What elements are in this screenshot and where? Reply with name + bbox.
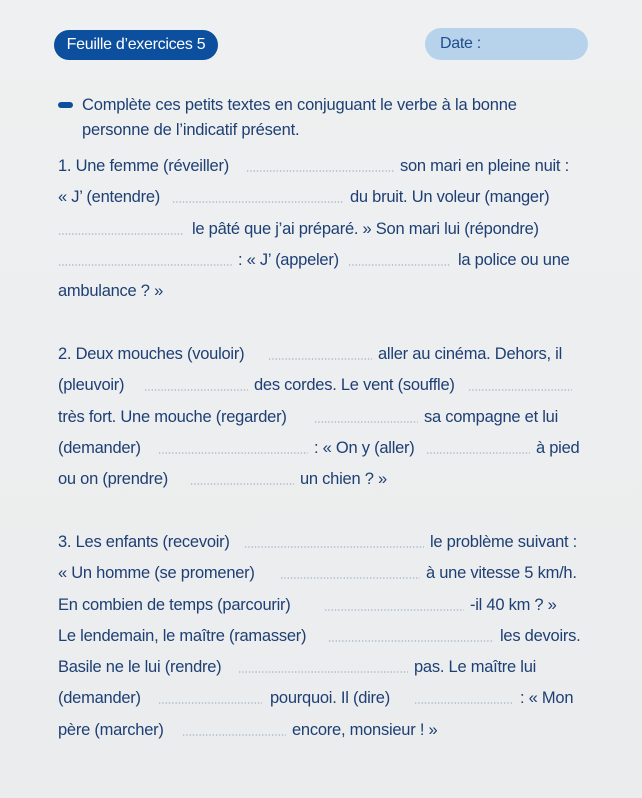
text-segment: aller au cinéma. Dehors, il [378,345,562,363]
exercise-line [58,464,598,495]
text-segment: à une vitesse 5 km/h. [426,564,577,583]
answer-blank[interactable] [348,264,450,266]
text-segment: : « J’ (appeler) [238,250,339,269]
exercise-line [58,683,598,714]
text-segment: (demander) [58,438,141,457]
text-segment: à pied [536,438,580,457]
dash-bullet-icon [58,102,73,108]
answer-blank[interactable] [268,358,372,360]
text-segment: la police ou une [458,250,570,269]
text-segment: (demander) [58,689,141,708]
exercise-line [58,433,598,464]
exercise-line [58,402,598,433]
answer-blank[interactable] [324,609,464,611]
text-segment: (pleuvoir) [58,376,125,395]
text-segment: En combien de temps (parcourir) [58,595,291,614]
answer-blank[interactable] [426,452,530,454]
answer-blank[interactable] [158,702,262,704]
worksheet-title: Feuille d’exercices 5 [54,30,218,60]
exercise-1 [58,151,598,307]
text-segment: -il 40 km ? » [470,595,557,614]
text-segment: Basile ne le lui (rendre) [58,658,222,677]
exercise-line [58,245,598,276]
exercise-line [58,370,598,401]
text-segment: son mari en pleine nuit : [400,157,569,175]
answer-blank[interactable] [58,233,184,235]
text-segment: « Un homme (se promener) [58,564,255,583]
exercise-line [58,276,598,307]
answer-blank[interactable] [280,577,420,579]
answer-blank[interactable] [246,170,394,172]
answer-blank[interactable] [244,546,424,548]
text-segment: : « Mon [520,689,574,708]
exercise-line [58,527,598,558]
exercise-line [58,621,598,652]
text-segment: ou on (prendre) [58,470,168,489]
text-segment: du bruit. Un voleur (manger) [350,188,550,207]
text-segment: le problème suivant : [430,533,577,551]
exercise-line [58,214,598,245]
text-segment: pas. Le maître lui [414,658,537,677]
instruction-line-1: Complète ces petits textes en conjuguant le verbe à la bonne [82,96,517,114]
text-segment: le pâté que j’ai préparé. » Son mari lui (répondre) [192,219,539,238]
text-segment: « J’ (entendre) [58,188,161,207]
exercise-line [58,339,598,370]
text-segment: : « On y (aller) [314,438,415,457]
date-label: Date : [440,35,481,52]
answer-blank[interactable] [182,734,286,736]
exercise-line [58,652,598,683]
answer-blank[interactable] [144,389,248,391]
text-segment: encore, monsieur ! » [292,720,438,739]
answer-blank[interactable] [172,201,344,203]
instruction-line-2: personne de l’indicatif présent. [82,121,300,139]
text-segment: des cordes. Le vent (souffle) [254,376,455,395]
answer-blank[interactable] [58,264,232,266]
answer-blank[interactable] [158,452,308,454]
text-segment: 2. Deux mouches (vouloir) [58,345,245,363]
text-segment: père (marcher) [58,720,164,739]
answer-blank[interactable] [190,483,294,485]
text-segment: 3. Les enfants (recevoir) [58,533,230,551]
exercise-line [58,558,598,589]
exercise-3 [58,527,598,746]
exercise-line [58,590,598,621]
answer-blank[interactable] [314,421,418,423]
text-segment: sa compagne et lui [424,407,559,426]
answer-blank[interactable] [328,640,494,642]
text-segment: pourquoi. Il (dire) [270,689,390,708]
answer-blank[interactable] [238,671,408,673]
text-segment: les devoirs. [500,626,581,645]
exercise-2 [58,339,598,495]
text-segment: un chien ? » [300,470,387,489]
date-field[interactable] [425,28,588,60]
instruction [58,93,578,143]
exercise-line [58,182,598,213]
exercise-line [58,715,598,746]
text-segment: 1. Une femme (réveiller) [58,157,229,175]
text-segment: ambulance ? » [58,282,163,301]
text-segment: Le lendemain, le maître (ramasser) [58,626,307,645]
answer-blank[interactable] [414,702,514,704]
answer-blank[interactable] [468,389,572,391]
text-segment: très fort. Une mouche (regarder) [58,407,287,426]
instruction-text [82,93,578,143]
exercise-line [58,151,598,182]
